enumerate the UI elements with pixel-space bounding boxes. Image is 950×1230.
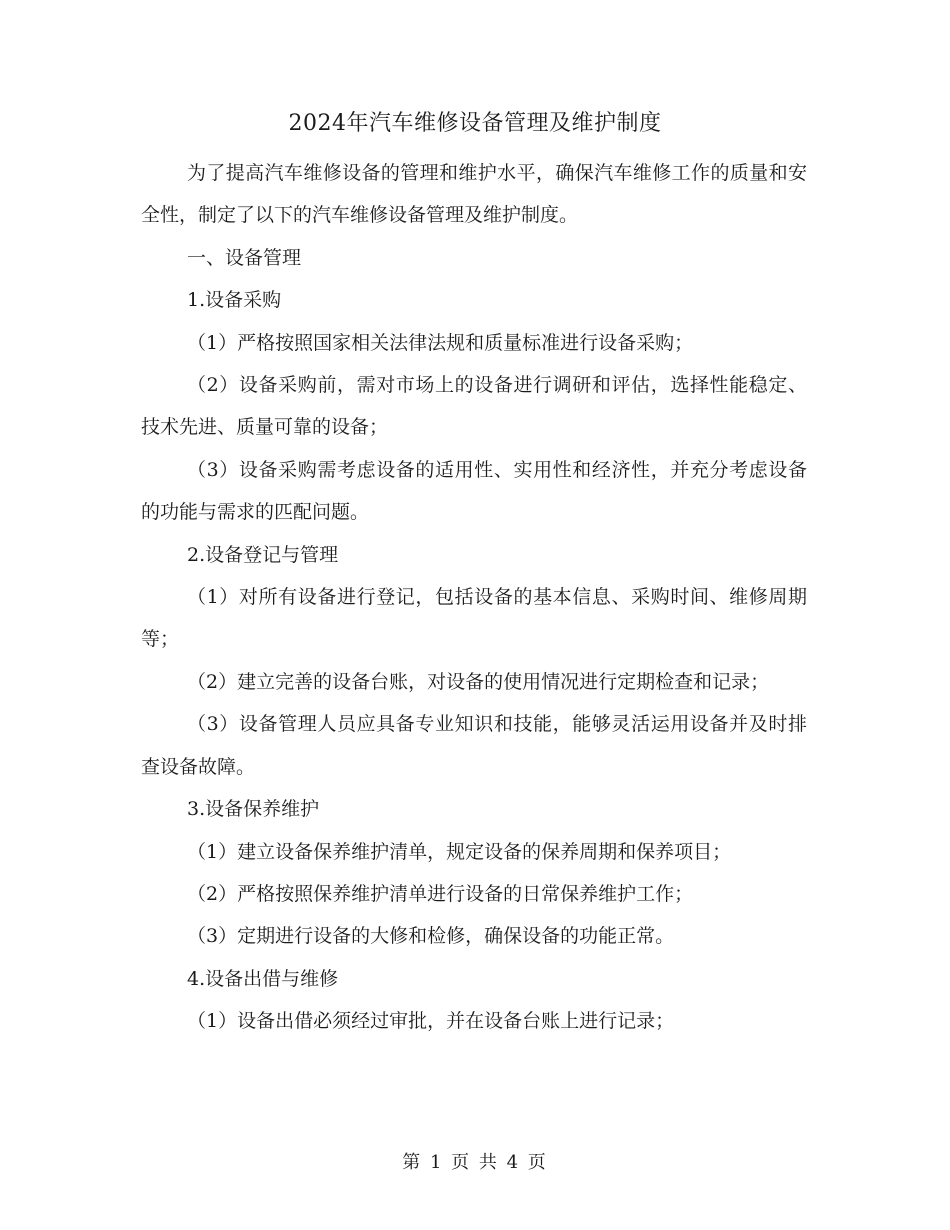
list-item: （1）设备出借必须经过审批，并在设备台账上进行记录； <box>187 1010 675 1033</box>
page-indicator: 第 1 页 共 4 页 <box>402 1152 548 1173</box>
document-body <box>141 152 807 1043</box>
subsection-heading: 4.设备出借与维修 <box>187 967 339 990</box>
list-item: （2）建立完善的设备台账，对设备的使用情况进行定期检查和记录； <box>187 670 770 693</box>
document-title: 2024年汽车维修设备管理及维护制度 <box>288 111 662 136</box>
section-heading: 一、设备管理 <box>187 246 302 269</box>
subsection-heading: 3.设备保养维护 <box>187 798 320 821</box>
intro-paragraph: 为了提高汽车维修设备的管理和维护水平，确保汽车维修工作的质量和安全性，制定了以下的汽车维修设备管理及维护制度。 <box>141 162 807 227</box>
subsection-heading: 1.设备采购 <box>187 289 282 312</box>
list-item: （3）设备采购需考虑设备的适用性、实用性和经济性，并充分考虑设备的功能与需求的匹配问题。 <box>141 458 807 524</box>
list-item: （3）设备管理人员应具备专业知识和技能，能够灵活运用设备并及时排查设备故障。 <box>141 713 807 778</box>
list-item: （1）严格按照国家相关法律法规和质量标准进行设备采购； <box>187 331 694 354</box>
list-item: （2）严格按照保养维护清单进行设备的日常保养维护工作； <box>187 882 694 905</box>
subsection-heading: 2.设备登记与管理 <box>187 543 339 566</box>
list-item: （2）设备采购前，需对市场上的设备进行调研和评估，选择性能稳定、技术先进、质量可靠的设备； <box>141 374 807 439</box>
list-item: （1）建立设备保养维护清单，规定设备的保养周期和保养项目； <box>187 840 732 863</box>
list-item: （3）定期进行设备的大修和检修，确保设备的功能正常。 <box>187 925 675 948</box>
list-item: （1）对所有设备进行登记，包括设备的基本信息、采购时间、维修周期等； <box>141 586 807 651</box>
